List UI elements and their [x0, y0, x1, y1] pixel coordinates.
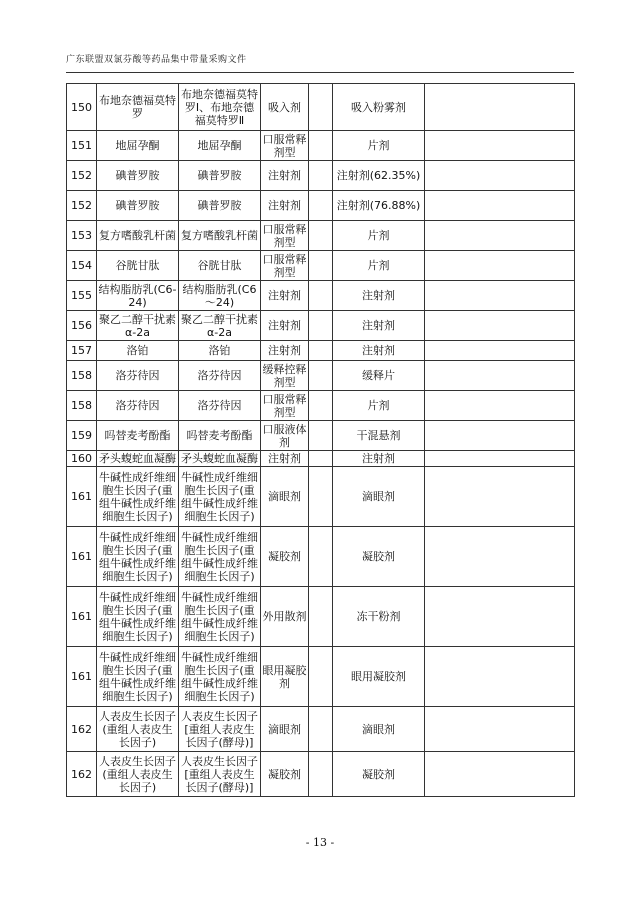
- spec-cell: [309, 311, 333, 341]
- row-number: 151: [67, 131, 97, 161]
- dosage-form: 注射剂(62.35%): [333, 161, 425, 191]
- row-number: 150: [67, 84, 97, 131]
- dosage-form: 片剂: [333, 131, 425, 161]
- table-row: [67, 221, 575, 251]
- route-category: 注射剂: [261, 311, 309, 341]
- note-cell: [425, 311, 575, 341]
- note-cell: [425, 361, 575, 391]
- row-number: 157: [67, 341, 97, 361]
- row-number: 152: [67, 161, 97, 191]
- spec-cell: [309, 467, 333, 527]
- spec-cell: [309, 281, 333, 311]
- dosage-form: 吸入粉雾剂: [333, 84, 425, 131]
- dosage-form: 凝胶剂: [333, 752, 425, 797]
- generic-name: 人表皮生长因子[重组人表皮生长因子(酵母)]: [179, 707, 261, 752]
- table-row: [67, 451, 575, 467]
- spec-cell: [309, 341, 333, 361]
- row-number: 155: [67, 281, 97, 311]
- drug-name: 洛铂: [97, 341, 179, 361]
- dosage-form: 注射剂: [333, 341, 425, 361]
- dosage-form: 注射剂: [333, 311, 425, 341]
- drug-name: 布地奈德福莫特罗: [97, 84, 179, 131]
- drug-name: 矛头蝮蛇血凝酶: [97, 451, 179, 467]
- note-cell: [425, 84, 575, 131]
- header-rule: [66, 72, 574, 73]
- table-row: [67, 467, 575, 527]
- route-category: 凝胶剂: [261, 527, 309, 587]
- drug-name: 牛碱性成纤维细胞生长因子(重组牛碱性成纤维细胞生长因子): [97, 587, 179, 647]
- generic-name: 人表皮生长因子[重组人表皮生长因子(酵母)]: [179, 752, 261, 797]
- dosage-form: 凝胶剂: [333, 527, 425, 587]
- note-cell: [425, 391, 575, 421]
- row-number: 162: [67, 752, 97, 797]
- spec-cell: [309, 587, 333, 647]
- table-row: [67, 84, 575, 131]
- spec-cell: [309, 84, 333, 131]
- row-number: 152: [67, 191, 97, 221]
- generic-name: 布地奈德福莫特罗Ⅰ、布地奈德福莫特罗Ⅱ: [179, 84, 261, 131]
- generic-name: 洛芬待因: [179, 361, 261, 391]
- route-category: 口服常释剂型: [262, 132, 307, 159]
- generic-name: 吗替麦考酚酯: [179, 421, 261, 451]
- note-cell: [425, 752, 575, 797]
- route-category: 滴眼剂: [261, 467, 309, 527]
- row-number: 158: [67, 391, 97, 421]
- drug-name: 谷胱甘肽: [97, 251, 179, 281]
- table-row: [67, 527, 575, 587]
- spec-cell: [309, 251, 333, 281]
- route-category: 凝胶剂: [261, 752, 309, 797]
- page-number: - 13 -: [305, 836, 335, 849]
- spec-cell: [309, 451, 333, 467]
- table-row: [67, 281, 575, 311]
- spec-cell: [309, 391, 333, 421]
- route-category: 注射剂: [261, 341, 309, 361]
- table-row: [67, 707, 575, 752]
- dosage-form: 眼用凝胶剂: [333, 647, 425, 707]
- route-category: 注射剂: [261, 191, 309, 221]
- drug-name: 牛碱性成纤维细胞生长因子(重组牛碱性成纤维细胞生长因子): [97, 527, 179, 587]
- spec-cell: [309, 707, 333, 752]
- note-cell: [425, 221, 575, 251]
- drug-name: 复方嗜酸乳杆菌: [97, 221, 179, 251]
- generic-name: 结构脂肪乳(C6～24): [179, 281, 261, 311]
- spec-cell: [309, 161, 333, 191]
- drug-name: 结构脂肪乳(C6-24): [97, 281, 179, 311]
- row-number: 161: [67, 467, 97, 527]
- spec-cell: [309, 647, 333, 707]
- route-category: 眼用凝胶剂: [261, 647, 309, 707]
- generic-name: 复方嗜酸乳杆菌: [179, 221, 261, 251]
- spec-cell: [309, 421, 333, 451]
- dosage-form: 注射剂(76.88%): [333, 191, 425, 221]
- drug-name: 人表皮生长因子(重组人表皮生长因子): [97, 752, 179, 797]
- route-category: 口服常释剂型: [262, 222, 307, 249]
- generic-name: 矛头蝮蛇血凝酶: [179, 451, 261, 467]
- route-category: 注射剂: [261, 161, 309, 191]
- generic-name: 洛铂: [179, 341, 261, 361]
- note-cell: [425, 161, 575, 191]
- note-cell: [425, 191, 575, 221]
- spec-cell: [309, 221, 333, 251]
- row-number: 161: [67, 527, 97, 587]
- route-category: 注射剂: [261, 451, 309, 467]
- drug-table: [66, 83, 575, 797]
- drug-name: 洛芬待因: [97, 391, 179, 421]
- generic-name: 牛碱性成纤维细胞生长因子(重组牛碱性成纤维细胞生长因子): [179, 467, 261, 527]
- note-cell: [425, 421, 575, 451]
- row-number: 158: [67, 361, 97, 391]
- note-cell: [425, 131, 575, 161]
- route-category: 缓释控释剂型: [262, 362, 307, 389]
- generic-name: 牛碱性成纤维细胞生长因子(重组牛碱性成纤维细胞生长因子): [179, 587, 261, 647]
- note-cell: [425, 341, 575, 361]
- dosage-form: 冻干粉剂: [333, 587, 425, 647]
- drug-name: 碘普罗胺: [97, 191, 179, 221]
- dosage-form: 注射剂: [333, 281, 425, 311]
- drug-name: 洛芬待因: [97, 361, 179, 391]
- generic-name: 谷胱甘肽: [179, 251, 261, 281]
- generic-name: 碘普罗胺: [179, 191, 261, 221]
- row-number: 161: [67, 587, 97, 647]
- note-cell: [425, 587, 575, 647]
- note-cell: [425, 707, 575, 752]
- dosage-form: 片剂: [333, 221, 425, 251]
- dosage-form: 片剂: [333, 391, 425, 421]
- generic-name: 地屈孕酮: [179, 131, 261, 161]
- table-row: [67, 131, 575, 161]
- route-category: 注射剂: [261, 281, 309, 311]
- note-cell: [425, 451, 575, 467]
- dosage-form: 滴眼剂: [333, 467, 425, 527]
- generic-name: 碘普罗胺: [179, 161, 261, 191]
- generic-name: 牛碱性成纤维细胞生长因子(重组牛碱性成纤维细胞生长因子): [179, 527, 261, 587]
- row-number: 154: [67, 251, 97, 281]
- spec-cell: [309, 527, 333, 587]
- table-row: [67, 251, 575, 281]
- table-row: [67, 191, 575, 221]
- spec-cell: [309, 191, 333, 221]
- generic-name: 聚乙二醇干扰素α-2a: [179, 311, 261, 341]
- dosage-form: 注射剂: [333, 451, 425, 467]
- route-category: 外用散剂: [261, 587, 309, 647]
- table-row: [67, 587, 575, 647]
- drug-name: 聚乙二醇干扰素α-2a: [97, 311, 179, 341]
- note-cell: [425, 647, 575, 707]
- table-row: [67, 311, 575, 341]
- route-category: 滴眼剂: [261, 707, 309, 752]
- note-cell: [425, 251, 575, 281]
- drug-name: 地屈孕酮: [97, 131, 179, 161]
- dosage-form: 缓释片: [333, 361, 425, 391]
- table-row: [67, 341, 575, 361]
- spec-cell: [309, 361, 333, 391]
- table-row: [67, 391, 575, 421]
- row-number: 159: [67, 421, 97, 451]
- table-row: [67, 361, 575, 391]
- table-row: [67, 421, 575, 451]
- route-category: 口服常释剂型: [262, 392, 307, 419]
- drug-name: 吗替麦考酚酯: [97, 421, 179, 451]
- row-number: 153: [67, 221, 97, 251]
- drug-name: 碘普罗胺: [97, 161, 179, 191]
- row-number: 156: [67, 311, 97, 341]
- spec-cell: [309, 131, 333, 161]
- row-number: 161: [67, 647, 97, 707]
- route-category: 口服常释剂型: [262, 252, 307, 279]
- row-number: 160: [67, 451, 97, 467]
- note-cell: [425, 467, 575, 527]
- spec-cell: [309, 752, 333, 797]
- generic-name: 洛芬待因: [179, 391, 261, 421]
- note-cell: [425, 527, 575, 587]
- drug-name: 人表皮生长因子(重组人表皮生长因子): [97, 707, 179, 752]
- table-row: [67, 161, 575, 191]
- dosage-form: 滴眼剂: [333, 707, 425, 752]
- route-category: 口服液体剂: [262, 422, 307, 449]
- row-number: 162: [67, 707, 97, 752]
- dosage-form: 片剂: [333, 251, 425, 281]
- generic-name: 牛碱性成纤维细胞生长因子(重组牛碱性成纤维细胞生长因子): [179, 647, 261, 707]
- route-category: 吸入剂: [261, 84, 309, 131]
- note-cell: [425, 281, 575, 311]
- table-row: [67, 752, 575, 797]
- document-header: 广东联盟双氯芬酸等药品集中带量采购文件: [66, 55, 247, 65]
- drug-name: 牛碱性成纤维细胞生长因子(重组牛碱性成纤维细胞生长因子): [97, 467, 179, 527]
- dosage-form: 干混悬剂: [333, 421, 425, 451]
- table-row: [67, 647, 575, 707]
- drug-name: 牛碱性成纤维细胞生长因子(重组牛碱性成纤维细胞生长因子): [97, 647, 179, 707]
